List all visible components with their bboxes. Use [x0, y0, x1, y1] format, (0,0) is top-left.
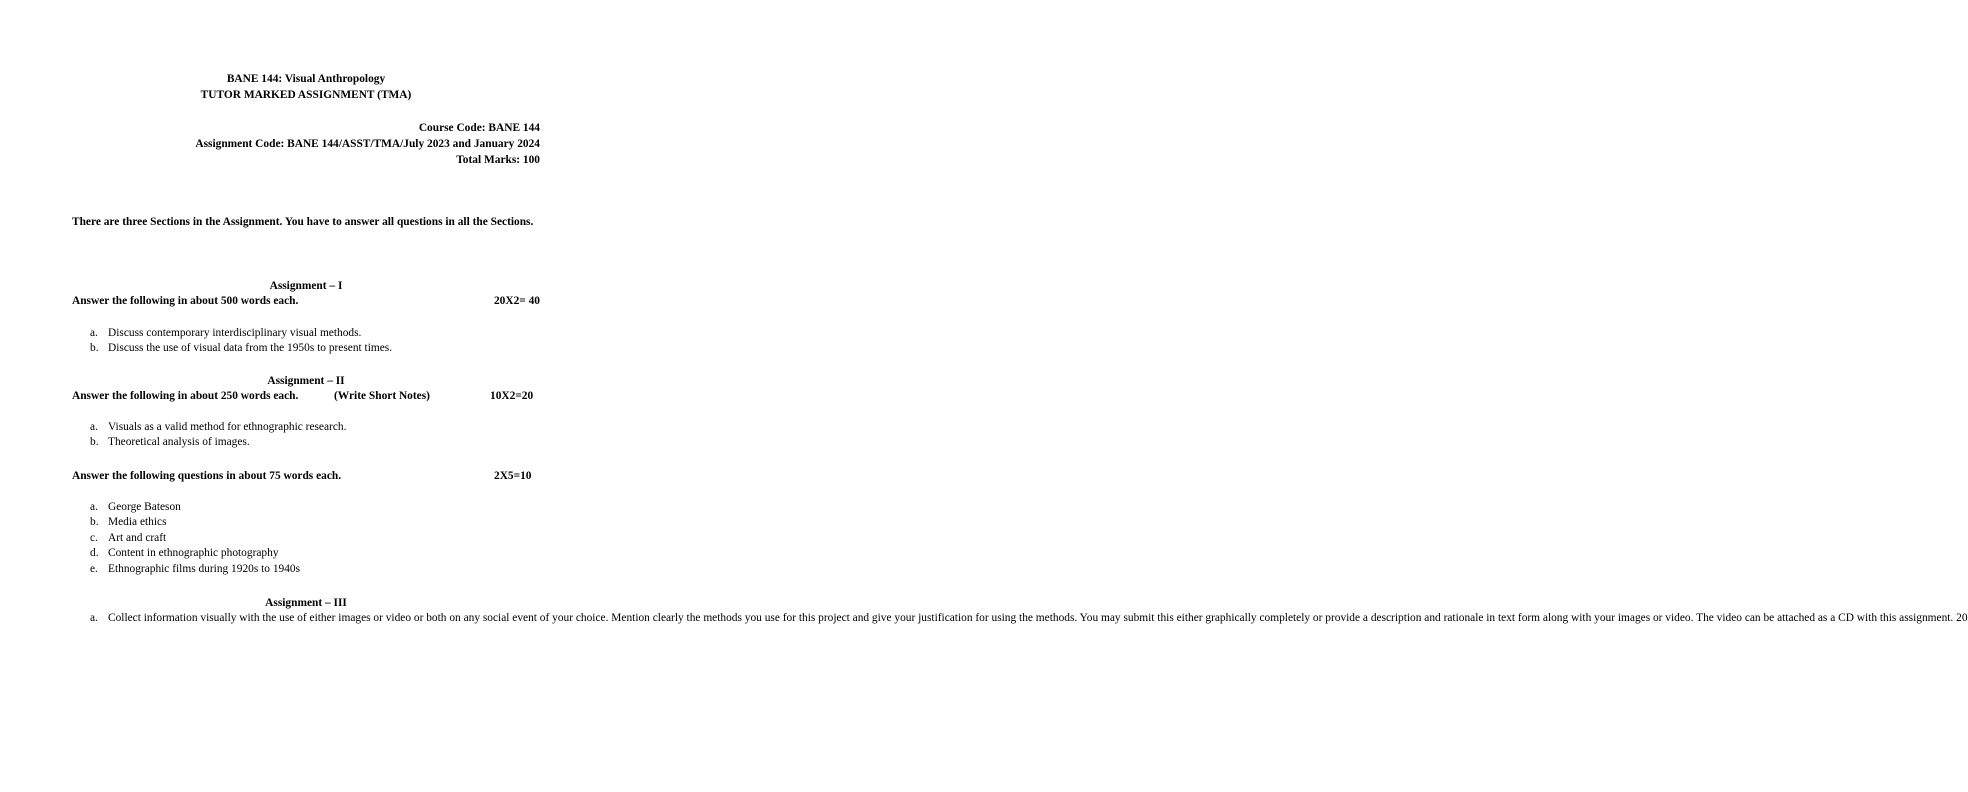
list-item-text: Discuss contemporary interdisciplinary visual methods. [108, 327, 362, 339]
list-marker: e. [90, 562, 98, 575]
list-item [90, 531, 300, 546]
section-2-instruction: Answer the following in about 250 words each. [72, 390, 299, 402]
list-item [90, 420, 346, 435]
section-1-instruction: Answer the following in about 500 words each. [72, 295, 299, 307]
section-2-marks: 10X2=20 [490, 390, 534, 402]
list-item-text: Media ethics [108, 516, 167, 529]
section-2-heading: Assignment – II [267, 375, 345, 387]
list-marker: a. [90, 421, 98, 433]
list-marker: a. [90, 501, 98, 513]
document-title: TUTOR MARKED ASSIGNMENT (TMA) [200, 89, 412, 101]
section-1-heading: Assignment – I [269, 280, 343, 292]
list-item-text: Ethnographic films during 1920s to 1940s [108, 562, 301, 575]
list-item-text: Art and craft [108, 531, 167, 544]
total-marks: Total Marks: 100 [456, 154, 540, 166]
list-item-text: Content in ethnographic photography [108, 547, 279, 560]
section-1-marks: 20X2= 40 [493, 295, 540, 307]
list-item [90, 515, 300, 530]
list-marker: c. [90, 531, 98, 544]
section-2-part2-marks: 2X5=10 [494, 470, 532, 482]
list-item-text: Visuals as a valid method for ethnographic research. [108, 421, 347, 433]
section-1-list [90, 326, 392, 357]
list-item [90, 341, 392, 356]
list-item [90, 611, 1968, 626]
section-3-heading: Assignment – III [265, 597, 347, 609]
intro-instructions: There are three Sections in the Assignment. You have to answer all questions in all the Sections. [72, 216, 534, 228]
list-marker: a. [90, 327, 98, 339]
list-item-text: Discuss the use of visual data from the 1950s to present times. [108, 342, 393, 355]
list-marker: d. [90, 547, 99, 560]
course-title: BANE 144: Visual Anthropology [226, 73, 386, 85]
list-item-text: Theoretical analysis of images. [108, 436, 250, 449]
list-marker: b. [90, 342, 99, 355]
list-item [90, 435, 346, 450]
course-code: Course Code: BANE 144 [418, 122, 540, 134]
assignment-code: Assignment Code: BANE 144/ASST/TMA/July 2023 and January 2024 [195, 138, 540, 150]
list-item [90, 500, 300, 515]
list-marker: b. [90, 516, 99, 529]
section-2-part2-list [90, 500, 300, 577]
list-item [90, 562, 300, 577]
list-item-text: George Bateson [108, 501, 181, 513]
list-marker: a. [90, 612, 98, 624]
section-2-part2-instruction: Answer the following questions in about 75 words each. [72, 470, 342, 482]
list-item [90, 546, 300, 561]
section-2-note: (Write Short Notes) [334, 390, 430, 402]
section-2-list [90, 420, 346, 451]
list-item-text: Collect information visually with the use of either images or video or both on any social event of your choice. Mention clearly the methods you use for this project and give your justification for using the methods. You may submit this either graphically completely or provide a description and rationale in text form along with your images or video. The video can be attached as a CD with this assignment. 20 [108, 612, 1968, 624]
list-marker: b. [90, 436, 99, 449]
section-3-list [90, 611, 1968, 626]
list-item [90, 326, 392, 341]
